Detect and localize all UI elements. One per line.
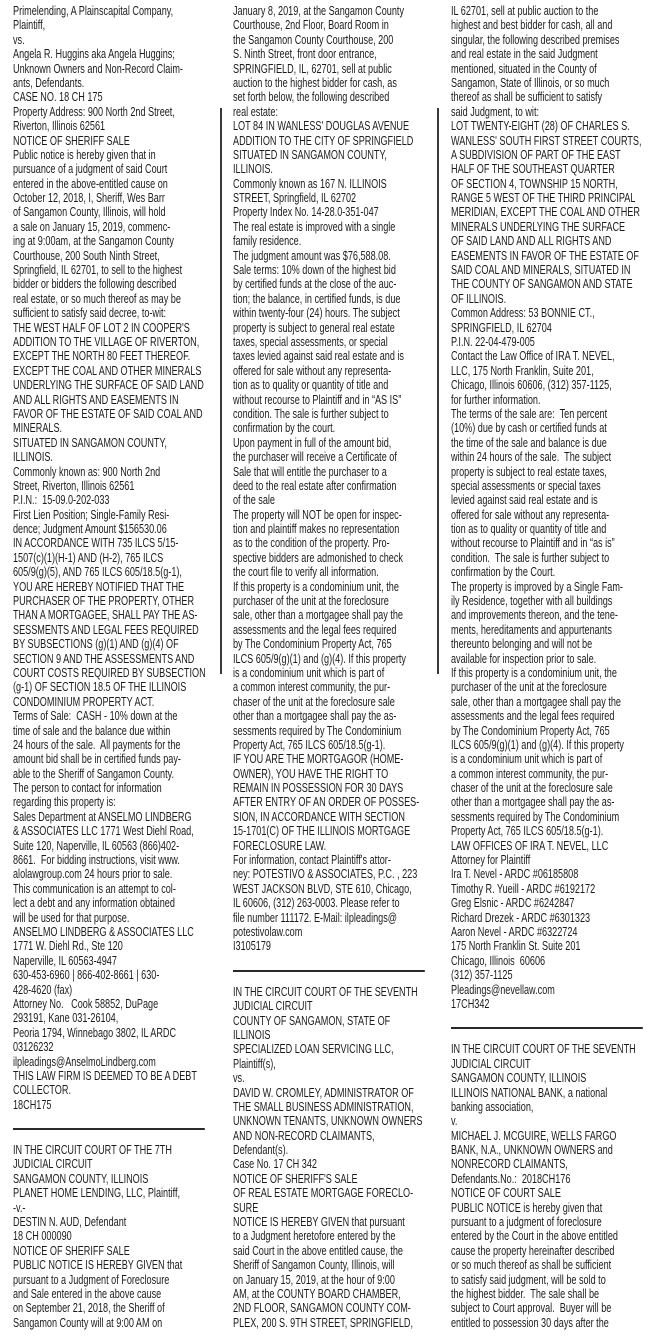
notice-line: CONDOMINIUM PROPERTY ACT. [13,693,155,709]
notice-line: by certified funds at the close of the auc- [233,276,397,292]
notice-line: Springfield, IL 62701, to sell to the highest [13,262,183,278]
notice-line: The property will NOT be open for inspec- [233,506,402,522]
notice-line: as to the condition of the property. Pro- [233,535,390,551]
notice-line: EXCEPT THE COAL AND OTHER MINERALS [13,362,202,378]
notice-line: pursuant to a judgment of foreclosure [451,1214,602,1230]
notice-line: to a Judgment heretofore entered by the [233,1228,396,1244]
notice-line: Pleadings@nevellaw.com [451,981,555,997]
notice-line: assessments and the legal fees required [451,708,615,724]
notice-line: OF ILLINOIS. [451,290,507,306]
notice-line: P.I.N. 22-04-479-005 [451,333,535,349]
notice-line: family residence. [233,233,302,249]
notice-line: IL 60606, (312) 263-0003. Please refer to [233,895,400,911]
notice-line: cause the property hereinafter described [451,1242,615,1258]
notice-line: JUDICIAL CIRCUIT [233,998,313,1014]
notice-line: pursuance of a judgment of said Court [13,161,168,177]
notice-line: by The Condominium Property Act, 765 [233,636,392,652]
notice-line: subject to Court approval. Buyer will be [451,1300,612,1316]
notice-line: IN THE CIRCUIT COURT OF THE SEVENTH [233,983,418,999]
notice-line: entered in the above-entitled cause on [13,175,168,191]
notice-line: 18CH175 [13,1096,52,1112]
notice-line: LOT TWENTY-EIGHT (28) OF CHARLES S. [451,118,630,134]
notice-line: EASEMENTS IN FAVOR OF THE ESTATE OF [451,247,639,263]
newspaper-column-3 [451,4,658,1330]
notice-line: First Lien Position; Single-Family Resi- [13,506,170,522]
notice-line: THAN A MORTGAGEE, SHALL PAY THE AS- [13,607,198,623]
notice-line: a sale on January 15, 2019, commenc- [13,218,171,234]
notice-line: purchaser of the unit at the foreclosure [451,679,607,695]
notice-line: is a condominium unit which is part of [233,664,385,680]
notice-line: offered for sale without any representa- [233,362,392,378]
notice-line: 24 hours of the sale. All payments for the [13,736,181,752]
notice-line: IN THE CIRCUIT COURT OF THE 7TH [13,1142,172,1158]
column-rule-divider [220,108,222,674]
notice-line: of the sale [233,492,275,508]
notice-line: dence; Judgment Amount $156530.06 [13,521,167,537]
notice-line: or so much thereof as shall be sufficient [451,1257,612,1273]
notice-line: IF YOU ARE THE MORTGAGOR (HOME- [233,751,404,767]
notice-line: Sheriff of Sangamon County, Illinois, will [233,1257,395,1273]
notice-line: SANGAMON COUNTY, ILLINOIS [13,1170,149,1186]
notice-line: Riverton, Illinois 62561 [13,118,106,134]
notice-line: the Sangamon County Courthouse, 200 [233,31,394,47]
notice-line: vs. [233,1070,245,1086]
notice-line: Property Act, 765 ILCS 605/18.5(g-1). [233,736,386,752]
notice-line: The terms of the sale are: Ten percent [451,405,608,421]
legal-notice-cromley-sheriffs-sale-continued [451,4,651,1011]
notice-line: Courthouse, 2nd Floor, Board Room in [233,17,389,33]
notice-line: Chicago, Illinois 60606 [451,952,546,968]
notice-line: SECTION 9 AND THE ASSESSMENTS AND [13,650,195,666]
notice-line: bidder or bidders the following described [13,276,177,292]
notice-line: IN THE CIRCUIT COURT OF THE SEVENTH [451,1041,636,1057]
notice-line: OF REAL ESTATE MORTGAGE FORECLO- [233,1185,414,1201]
notice-line: entered by the Court in the above entitled [451,1228,618,1244]
notice-line: OWNER), YOU HAVE THE RIGHT TO [233,765,389,781]
notice-line: property is subject to real estate taxes, [451,463,607,479]
notice-line: without recourse to Plaintiff and in “as is” [451,535,615,551]
notice-line: the highest bidder. The sale shall be [451,1285,600,1301]
notice-line: other than a mortgagee shall pay the as- [233,708,397,724]
notice-line: COLLECTOR. [13,1082,71,1098]
notice-line: (312) 357-1125 [451,967,513,983]
notice-line: sale, other than a mortgagee shall pay the [451,693,621,709]
notice-line: CASE NO. 18 CH 175 [13,89,103,105]
notice-line: COUNTY OF SANGAMON, STATE OF [233,1012,391,1028]
notice-line: assessments and the legal fees required [233,621,397,637]
notice-line: Suite 120, Naperville, IL 60563 (866)402- [13,837,180,853]
notice-line: Sangamon County will at 9:00 AM on [13,1314,163,1330]
notice-line: FAVOR OF THE ESTATE OF SAID COAL AND [13,405,203,421]
notice-line: THIS LAW FIRM IS DEEMED TO BE A DEBT [13,1067,197,1083]
notice-line: sufficient to satisfy said decree, to-wit: [13,305,167,321]
notice-line: October 12, 2018, I, Sheriff, Wes Barr [13,190,165,206]
notice-line: tion and plaintiff makes no representation [233,521,400,537]
notice-line: singular, the following described premises [451,31,620,47]
notice-line: 8661. For bidding instructions, visit www. [13,852,180,868]
notice-line: PLANET HOME LENDING, LLC, Plaintiff, [13,1185,181,1201]
notice-line: tion; the balance, in certified funds, is due [233,290,401,306]
column-2-text [233,4,433,1330]
notice-line: ily Residence, together with all buildings [451,593,613,609]
notice-line: DESTIN N. AUD, Defendant [13,1214,127,1230]
notice-line: MICHAEL J. MCGUIRE, WELLS FARGO [451,1127,617,1143]
notice-line: Plaintiff, [13,17,46,33]
notice-line: 1771 W. Diehl Rd., Ste 120 [13,938,123,954]
notice-line: HALF OF THE SOUTHEAST QUARTER [451,161,615,177]
notice-line: SANGAMON COUNTY, ILLINOIS [451,1070,587,1086]
notice-line: EXCEPT THE NORTH 80 FEET THEREOF. [13,348,191,364]
notice-line: pursuant to a Judgment of Foreclosure [13,1271,170,1287]
notice-line: NOTICE IS HEREBY GIVEN that pursuant [233,1214,405,1230]
notice-line: the time of the sale and balance is due [451,434,607,450]
notice-line: REMAIN IN POSSESSION FOR 30 DAYS [233,780,404,796]
notice-line: said Judgment, to wit: [451,103,540,119]
notice-line: chaser of the unit at the foreclosure sale [233,693,395,709]
notice-line: 18 CH 000090 [13,1228,72,1244]
notice-line: -v.- [13,1199,26,1215]
notice-line: A SUBDIVISION OF PART OF THE EAST [451,146,621,162]
notice-line: NONRECORD CLAIMANTS, [451,1156,568,1172]
notice-line: AM, at the COUNTY BOARD CHAMBER, [233,1285,401,1301]
notice-line: 15-1701(C) OF THE ILLINOIS MORTGAGE [233,823,411,839]
notice-line: confirmation by the court. [233,420,336,436]
notice-line: spective bidders are admonished to check [233,549,403,565]
notice-line: MERIDIAN, EXCEPT THE COAL AND OTHER [451,204,640,220]
notice-line: The person to contact for information [13,780,162,796]
notice-line: ney: POTESTIVO & ASSOCIATES, P.C. , 223 [233,866,418,882]
notice-line: ADDITION TO THE VILLAGE OF RIVERTON, [13,333,200,349]
notice-line: confirmation by the Court. [451,564,556,580]
notice-line: ILCS 605/9(g)(1) and (g)(4). If this property [233,650,406,666]
notice-line: SESSMENTS AND LEGAL FEES REQUIRED [13,621,199,637]
notice-line: within 24 hours of the sale. The subject [451,449,612,465]
notice-line: without recourse to Plaintiff and in “AS IS” [233,391,402,407]
notice-line: vs. [13,31,25,47]
legal-notice-aud-sheriff-sale-continued [233,4,433,954]
notice-line: said Court in the above entitled cause, the [233,1242,403,1258]
notice-line: 293191, Kane 031-26104, [13,1010,119,1026]
notice-line: chaser of the unit at the foreclosure sale [451,780,613,796]
notice-line: I3105179 [233,938,271,954]
notice-line: to satisfy said judgment, will be sold to [451,1271,606,1287]
notice-line: real estate, or so much thereof as may be [13,290,181,306]
notice-line: WEST JACKSON BLVD, STE 610, Chicago, [233,880,412,896]
notice-line: sessments required by The Condominium [233,722,402,738]
notice-line: ILLINOIS. [13,449,53,465]
notice-line: P.I.N.: 15-09.0-202-033 [13,492,110,508]
notice-line: is a condominium unit which is part of [451,751,603,767]
notice-line: Case No. 17 CH 342 [233,1156,317,1172]
notice-line: 605/9(g)(5), AND 765 ILCS 605/18.5(g-1), [13,564,182,580]
notice-line: Plaintiff(s), [233,1055,276,1071]
notice-line: special assessments or special taxes [451,477,601,493]
legal-notice-mcguire-court-sale [451,1042,651,1330]
notice-line: condition. The sale is further subject to [233,405,389,421]
notice-divider [451,1027,643,1029]
notice-line: THE WEST HALF OF LOT 2 IN COOPER'S [13,319,190,335]
notice-line: able to the Sheriff of Sangamon County. [13,765,175,781]
notice-line: entitled to possession 30 days after the [451,1314,609,1330]
notice-line: FORECLOSURE LAW. [233,837,327,853]
notice-line: Sales Department at ANSELMO LINDBERG [13,808,192,824]
notice-line: Peoria 1794, Winnebago 3802, IL ARDC [13,1024,177,1040]
notice-line: taxes, special assessments, or special [233,333,388,349]
notice-line: NOTICE OF SHERIFF SALE [13,132,130,148]
notice-line: 2ND FLOOR, SANGAMON COUNTY COM- [233,1300,411,1316]
notice-line: If this property is a condominium unit, the [233,578,399,594]
notice-line: sale, other than a mortgagee shall pay the [233,607,403,623]
notice-line: on September 21, 2018, the Sheriff of [13,1300,165,1316]
notice-divider [233,970,425,972]
notice-line: Chicago, Illinois 60606, (312) 357-1125, [451,377,612,393]
newspaper-column-1 [13,4,231,1330]
notice-line: ILLINOIS. [233,161,273,177]
notice-line: thereunto belonging and will not be [451,636,593,652]
notice-line: Ira T. Nevel - ARDC #06185808 [451,866,579,882]
notice-line: PUBLIC NOTICE is hereby given that [451,1199,603,1215]
notice-line: ADDITION TO THE CITY OF SPRINGFIELD [233,132,414,148]
notice-line: file number 111172. E-Mail: ilpleadings@ [233,909,398,925]
notice-line: potestivolaw.com [233,924,303,939]
notice-line: IL 62701, sell at public auction to the [451,3,599,18]
notice-line: Naperville, IL 60563-4947 [13,952,117,968]
notice-line: purchaser of the unit at the foreclosure [233,593,389,609]
notice-line: a common interest community, the pur- [451,765,609,781]
notice-line: condition. The sale is further subject to [451,549,610,565]
notice-line: 630-453-6960 | 866-402-8661 | 630- [13,967,160,983]
notice-line: Upon payment in full of the amount bid, [233,434,392,450]
notice-line: THE COUNTY OF SANGAMON AND STATE [451,276,633,292]
legal-notice-aud-sheriff-sale [13,1143,213,1330]
notice-line: LLC, 175 North Franklin, Suite 201, [451,362,594,378]
notice-line: Primelending, A Plainscapital Company, [13,3,174,18]
notice-line: Attorney No. Cook 58852, DuPage [13,995,159,1011]
notice-line: thereof as shall be sufficient to satisfy [451,89,603,105]
notice-line: THE SMALL BUSINESS ADMINISTRATION, [233,1098,414,1114]
notice-line: ILLINOIS NATIONAL BANK, a national [451,1084,608,1100]
notice-line: Defendants.No.: 2018CH176 [451,1170,571,1186]
notice-line: LOT 84 IN WANLESS' DOUGLAS AVENUE [233,118,410,134]
notice-line: LAW OFFICES OF IRA T. NEVEL, LLC [451,837,609,853]
notice-line: SAID COAL AND MINERALS, SITUATED IN [451,262,631,278]
notice-divider [13,1128,205,1130]
notice-line: Richard Drezek - ARDC #6301323 [451,909,591,925]
notice-line: 1507(c)(1)(H-1) AND (H-2), 765 ILCS [13,549,164,565]
notice-line: The judgment amount was $76,588.08. [233,247,391,263]
notice-line: Commonly known as 167 N. ILLINOIS [233,175,387,191]
notice-line: PUBLIC NOTICE IS HEREBY GIVEN that [13,1257,183,1273]
notice-line: of Sangamon County, Illinois, will hold [13,204,166,220]
notice-line: JUDICIAL CIRCUIT [13,1156,93,1172]
notice-line: deed to the real estate after confirmation [233,477,397,493]
notice-line: for further information. [451,391,541,407]
legal-notice-cromley-sheriffs-sale [233,985,433,1330]
notice-line: Sale that will entitle the purchaser to a [233,463,387,479]
notice-line: and Sale entered in the above cause [13,1285,162,1301]
notice-line: DAVID W. CROMLEY, ADMINISTRATOR OF [233,1084,414,1100]
notice-line: tion as to quality or quantity of title and [233,377,389,393]
notice-line: Attorney for Plaintiff [451,852,531,868]
notice-line: (g-1) OF SECTION 18.5 OF THE ILLINOIS [13,679,187,695]
notice-line: Timothy R. Yueill - ARDC #6192172 [451,880,596,896]
notice-line: ILLINOIS [233,1026,271,1042]
notice-line: amount bid shall be in certified funds pay- [13,751,181,767]
notice-line: Common Address: 53 BONNIE CT., [451,305,595,321]
legal-notice-huggins-sheriff-sale [13,4,213,1112]
notice-line: highest and best bidder for cash, all and [451,17,613,33]
notice-line: NOTICE OF SHERIFF SALE [13,1242,130,1258]
column-rule-divider [437,108,439,674]
notice-line: PURCHASER OF THE PROPERTY, OTHER [13,593,195,609]
notice-line: This communication is an attempt to col- [13,880,176,896]
notice-line: For information, contact Plaintiff's attor- [233,852,391,868]
notice-line: Defendant(s). [233,1142,289,1158]
notice-line: 03126232 [13,1039,54,1055]
notice-line: If this property is a condominium unit, the [451,664,617,680]
notice-line: offered for sale without any representa- [451,506,610,522]
notice-line: BANK, N.A., UNKNOWN OWNERS and [451,1142,613,1158]
notice-line: Sale terms: 10% down of the highest bid [233,262,396,278]
column-3-text [451,4,651,1330]
notice-line: AFTER ENTRY OF AN ORDER OF POSSES- [233,794,420,810]
notice-line: mentioned, situated in the County of [451,60,597,76]
notice-line: real estate: [233,103,279,119]
notice-line: SION, IN ACCORDANCE WITH SECTION [233,808,405,824]
notice-line: will be used for that purpose. [13,909,130,925]
notice-line: Property Act, 765 ILCS 605/18.5(g-1). [451,823,604,839]
notice-line: SITUATED IN SANGAMON COUNTY, [233,146,387,162]
notice-line: Greg Elsnic - ARDC #6242847 [451,895,575,911]
notice-line: time of sale and the balance due within [13,722,171,738]
notice-line: set forth below, the following described [233,89,390,105]
notice-line: Courthouse, 200 South Ninth Street, [13,247,160,263]
notice-line: within twenty-four (24) hours. The subject [233,305,400,321]
notice-line: ments, hereditaments and appurtenants [451,621,612,637]
notice-line: S. Ninth Street, front door entrance, [233,46,377,62]
newspaper-column-2 [233,4,451,1330]
notice-line: NOTICE OF COURT SALE [451,1185,561,1201]
notice-line: sessments required by The Condominium [451,808,620,824]
notice-line: ILCS 605/9(g)(1) and (g)(4). If this property [451,736,624,752]
notice-line: PLEX, 200 S. 9TH STREET, SPRINGFIELD, [233,1314,414,1330]
notice-line: the court file to verify all information. [233,564,379,580]
notice-line: Property Index No. 14-28.0-351-047 [233,204,379,220]
notice-line: banking association, [451,1098,534,1114]
notice-line: 428-4620 (fax) [13,981,73,997]
notice-line: The real estate is improved with a single [233,218,396,234]
notice-line: v. [451,1113,458,1129]
notice-line: MINERALS. [13,420,63,436]
notice-line: STREET, Springfield, IL 62702 [233,190,357,206]
notice-line: YOU ARE HEREBY NOTIFIED THAT THE [13,578,185,594]
notice-line: taxes levied against said real estate and is [233,348,404,364]
notice-line: 17CH342 [451,995,490,1011]
notice-line: UNKNOWN TENANTS, UNKNOWN OWNERS [233,1113,423,1129]
notice-line: ANSELMO LINDBERG & ASSOCIATES LLC [13,924,194,939]
notice-line: by The Condominium Property Act, 765 [451,722,610,738]
notice-line: available for inspection prior to sale. [451,650,597,666]
notice-line: SPECIALIZED LOAN SERVICING LLC, [233,1041,394,1057]
notice-line: & ASSOCIATES LLC 1771 West Diehl Road, [13,823,194,839]
notice-line: BY SUBSECTIONS (g)(1) AND (g)(4) OF [13,636,179,652]
notice-line: January 8, 2019, at the Sangamon County [233,3,404,18]
notice-line: a common interest community, the pur- [233,679,391,695]
notice-line: MINERALS UNDERLYING THE SURFACE [451,218,626,234]
notice-line: Terms of Sale: CASH - 10% down at the [13,708,178,724]
notice-line: NOTICE OF SHERIFF'S SALE [233,1170,358,1186]
notice-line: 175 North Franklin St. Suite 201 [451,938,581,954]
notice-line: the purchaser will receive a Certificate of [233,449,397,465]
notice-line: Aaron Nevel - ARDC #6322724 [451,924,578,939]
notice-line: Street, Riverton, Illinois 62561 [13,477,135,493]
notice-line: alolawgroup.com 24 hours prior to sale. [13,866,173,882]
notice-line: levied against said real estate and is [451,492,598,508]
notice-line: SPRINGFIELD, IL 62704 [451,319,552,335]
notice-line: (10%) due by cash or certified funds at [451,420,607,436]
notice-line: AND NON-RECORD CLAIMANTS, [233,1127,375,1143]
notice-line: Public notice is hereby given that in [13,146,156,162]
notice-line: and real estate in the said Judgment [451,46,598,62]
notice-line: ants, Defendants. [13,74,85,90]
notice-line: lect a debt and any information obtained [13,895,175,911]
notice-line: OF SECTION 4, TOWNSHIP 15 NORTH, [451,175,618,191]
notice-line: and improvements thereon, and the tene- [451,607,618,623]
notice-line: Angela R. Huggins aka Angela Huggins; [13,46,175,62]
notice-line: ilpleadings@AnselmoLindberg.com [13,1053,156,1069]
notice-line: regarding this property is: [13,794,116,810]
notice-line: SITUATED IN SANGAMON COUNTY, [13,434,167,450]
notice-line: COURT COSTS REQUIRED BY SUBSECTION [13,664,206,680]
notice-line: SURE [233,1199,259,1215]
notice-line: JUDICIAL CIRCUIT [451,1055,531,1071]
notice-line: UNDERLYING THE SURFACE OF SAID LAND [13,377,204,393]
notice-line: Contact the Law Office of IRA T. NEVEL, [451,348,615,364]
notice-line: ing at 9:00am, at the Sangamon County [13,233,174,249]
notice-line: Property Address: 900 North 2nd Street, [13,103,175,119]
column-1-text [13,4,213,1330]
notice-line: SPRINGFIELD, IL, 62701, sell at public [233,60,392,76]
notice-line: RANGE 5 WEST OF THE THIRD PRINCIPAL [451,190,636,206]
notice-line: Commonly known as: 900 North 2nd [13,463,161,479]
notice-line: tion as to quality or quantity of title and [451,521,607,537]
notice-line: IN ACCORDANCE WITH 735 ILCS 5/15- [13,535,179,551]
notice-line: other than a mortgagee shall pay the as- [451,794,615,810]
notice-line: on January 15, 2019, at the hour of 9:00 [233,1271,395,1287]
notice-line: Unknown Owners and Non-Record Claim- [13,60,183,76]
notice-line: AND ALL RIGHTS AND EASEMENTS IN [13,391,179,407]
notice-line: Sangamon, State of Illinois, or so much [451,74,610,90]
notice-line: The property is improved by a Single Fam- [451,578,623,594]
notice-line: WANLESS' SOUTH FIRST STREET COURTS, [451,132,642,148]
notice-line: auction to the highest bidder for cash, as [233,74,397,90]
notice-line: property is subject to general real estate [233,319,395,335]
notice-line: OF SAID LAND AND ALL RIGHTS AND [451,233,612,249]
